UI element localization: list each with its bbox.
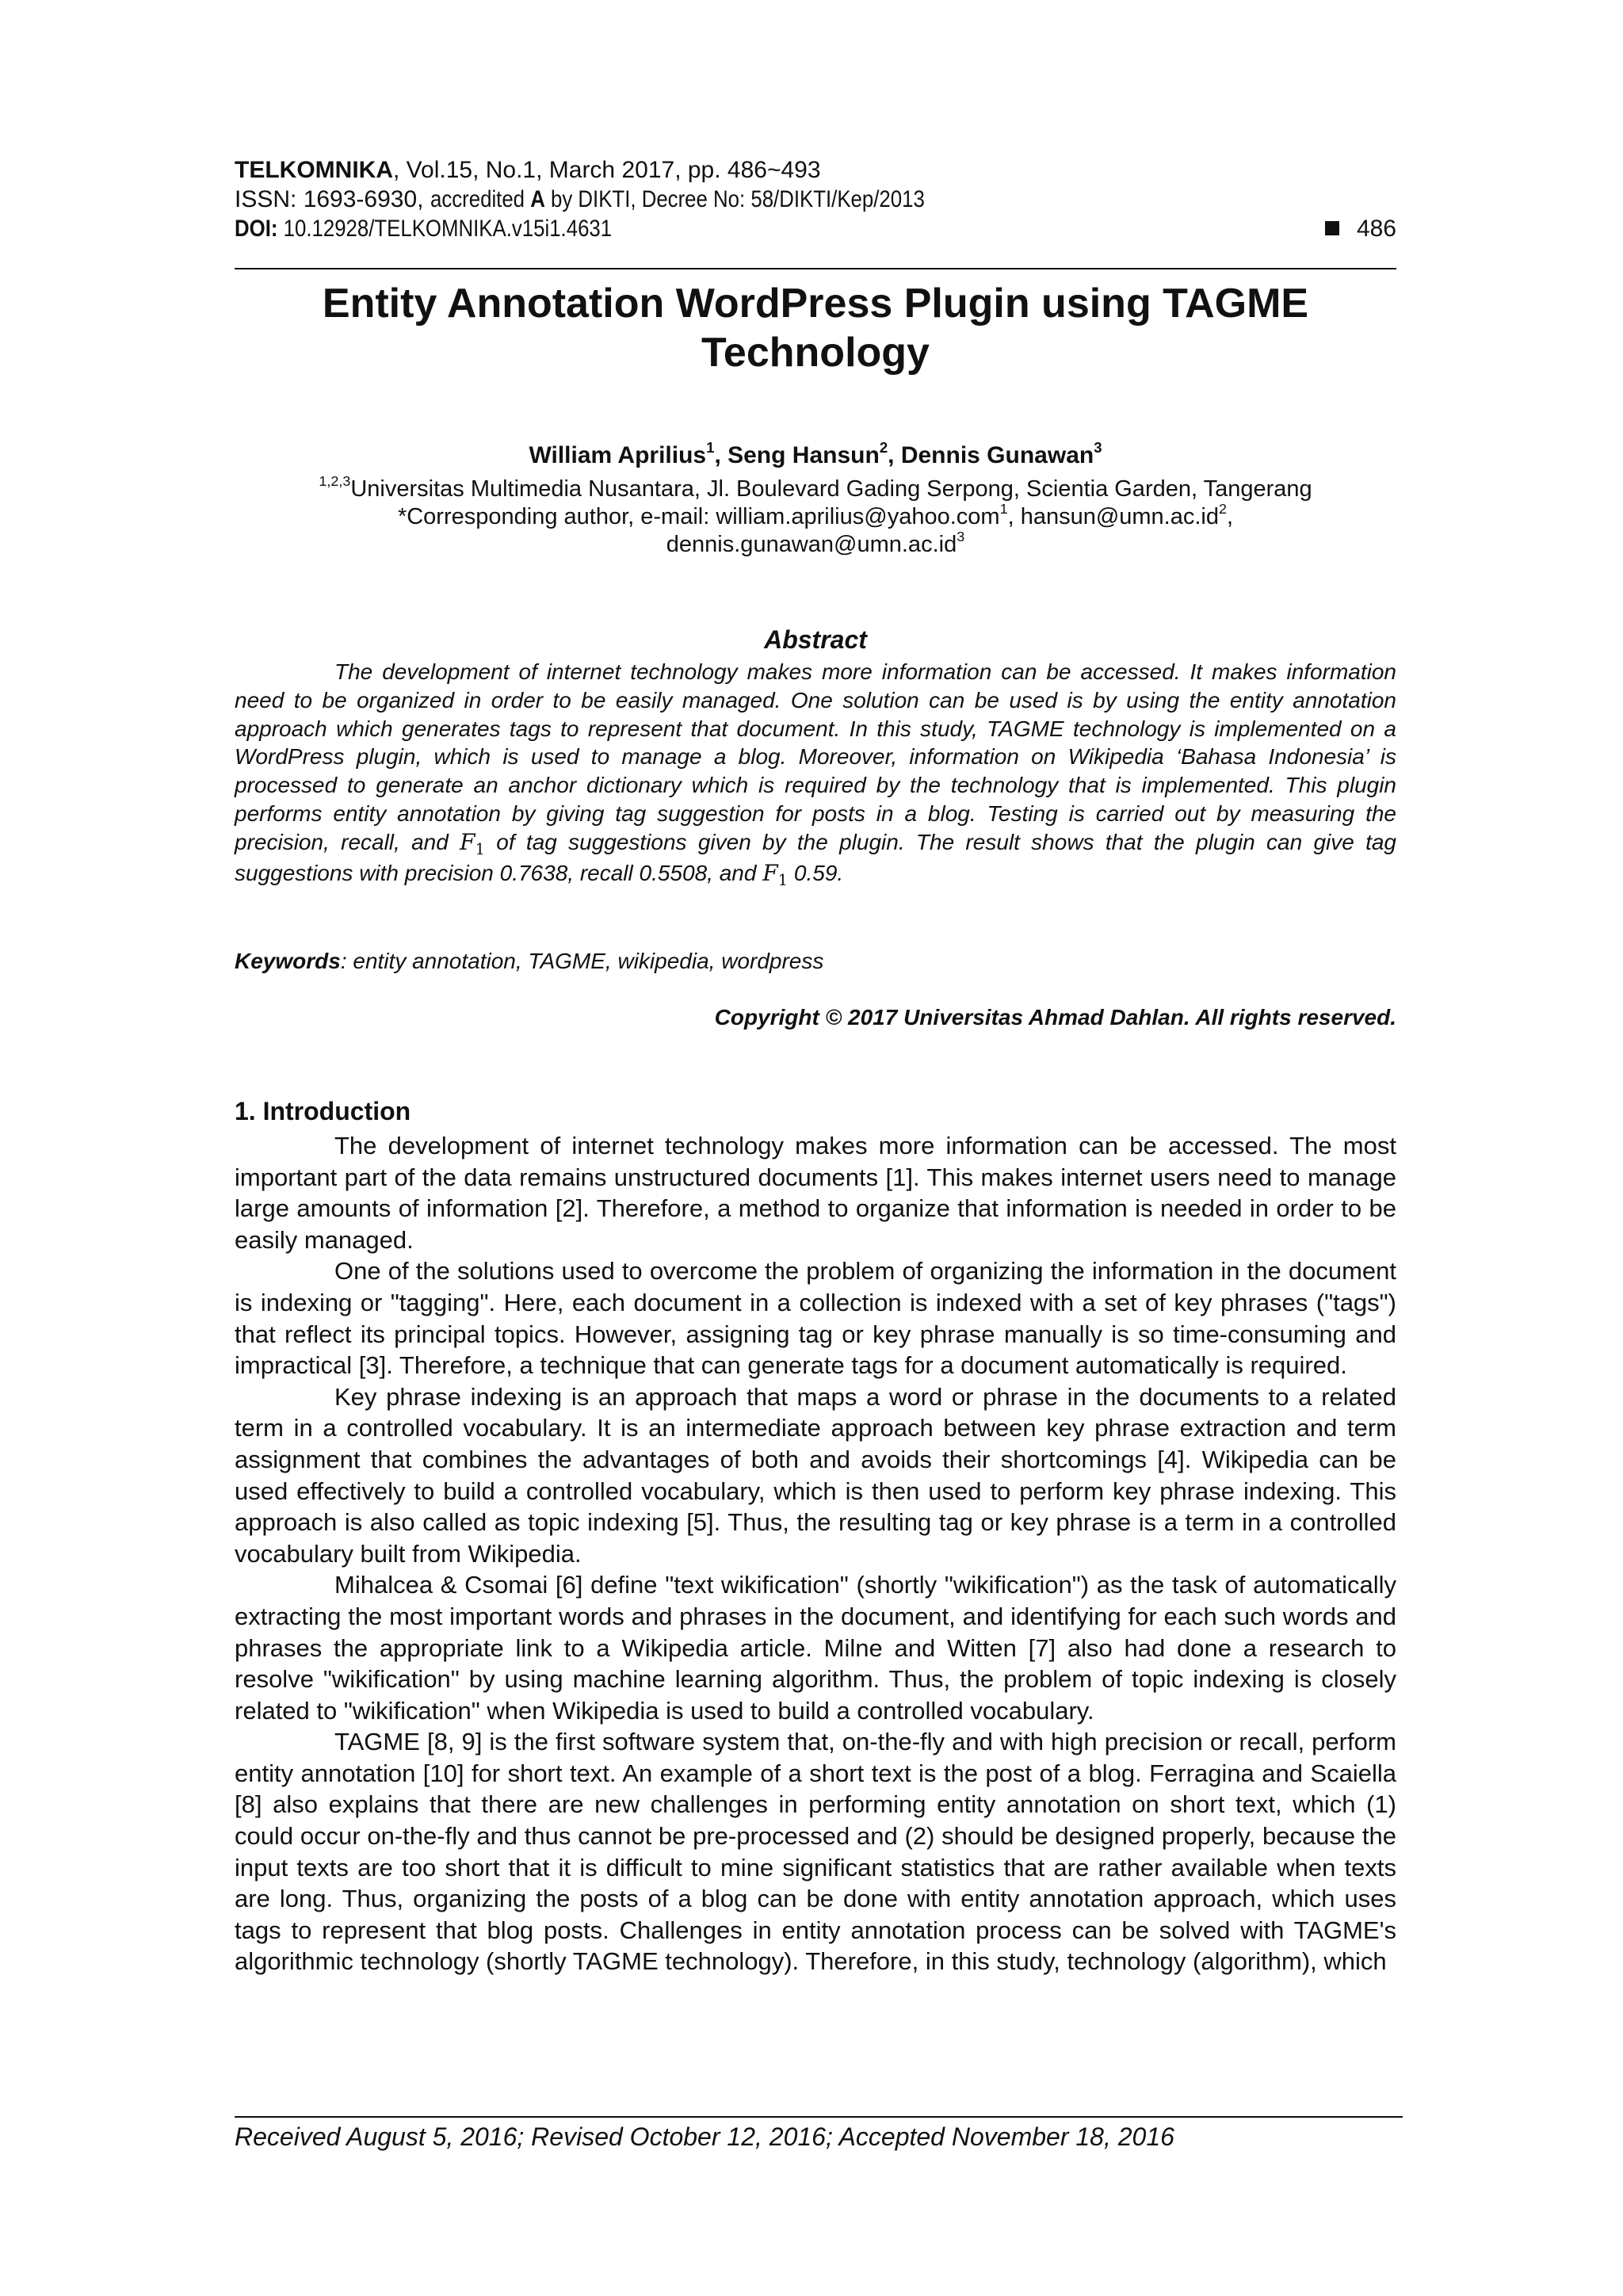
paper-title: Entity Annotation WordPress Plugin using TAGME Technology (322, 281, 1309, 376)
journal-citation-line (235, 155, 1396, 185)
keywords-line: Keywords: entity annotation, TAGME, wikipedia, wordpress (235, 949, 824, 973)
abstract-heading: Abstract (764, 625, 867, 654)
header-rule (235, 268, 1396, 269)
f1-symbol: $F_1$ (460, 828, 485, 858)
page-number: 486 (1325, 214, 1396, 243)
email-link[interactable]: william.aprilius@yahoo.com (716, 504, 1000, 529)
volume-info: , Vol.15, No.1, March 2017, pp. 486~493 (392, 157, 821, 183)
email-link[interactable]: hansun@umn.ac.id (1020, 504, 1219, 529)
author-name: Dennis Gunawan (900, 442, 1094, 468)
doi-line (235, 214, 1396, 243)
footer-rule (235, 2116, 1403, 2118)
body-paragraph: Mihalcea & Csomai [6] define "text wikification" (shortly "wikification") as the task of automatically extracting the most important words and phrases in the document, and identifying for each such words and phrases the appropriate link to a Wikipedia article. Milne and Witten [7] also had done a research to resolve "wikification" by using machine learning algorithm. Thus, the problem of topic indexing is closely related to "wikification" when Wikipedia is used to build a controlled vocabulary. (235, 1571, 1396, 1725)
copyright-notice: Copyright © 2017 Universitas Ahmad Dahlan. All rights reserved. (714, 1005, 1396, 1030)
section-heading-introduction: 1. Introduction (235, 1097, 411, 1125)
doi-label: DOI: (235, 216, 278, 242)
body-paragraph: TAGME [8, 9] is the first software system that, on-the-fly and with high precision or recall, perform entity annotation [10] for short text. An example of a short text is the post of a blog. Ferragina and Scaiella [8] also explains that there are new challenges in performing entity annotation on short text, which (1) could occur on-the-fly and thus cannot be pre-processed and (2) should be designed properly, because the input texts are too short that it is difficult to mine significant statistics that are rather available when texts are long. Thus, organizing the posts of a blog can be done with entity annotation approach, which uses tags to represent that blog posts. Challenges in entity annotation process can be solved with TAGME's algorithmic technology (shortly TAGME technology). Therefore, in this study, technology (algorithm), which (235, 1728, 1396, 1976)
journal-masthead (235, 155, 1396, 243)
author-name: William Aprilius (529, 442, 707, 468)
author-list: William Aprilius$^1$, Seng Hansun$^2$, Dennis Gunawan$^3$ (529, 439, 1102, 468)
issn: ISSN: 1693-6930, (235, 186, 430, 212)
corresponding-line: *Corresponding author, e-mail: william.aprilius@yahoo.com$^1$, $hansun@umn.ac.id^2$, (397, 501, 1234, 529)
body-paragraph: The development of internet technology makes more information can be accessed. The most important part of the data remains unstructured documents [1]. This makes internet users need to manage large amounts of information [2]. Therefore, a method to organize that information is needed in order to be easily managed. (235, 1132, 1396, 1254)
doi-value: 10.12928/TELKOMNIKA.v15i1.4631 (277, 216, 613, 242)
abstract-text: The development of internet technology makes more information can be accessed. It makes information need to be organized in order to be easily managed. One solution can be used is by using the entity annotation approach which generates tags to represent that document. In this study, TAGME technology is implemented on a WordPress plugin, which is used to manage a blog. Moreover, information on Wikipedia ‘Bahasa Indonesia’ is processed to generate an anchor dictionary which is required by the technology that is implemented. This plugin performs entity annotation by giving tag suggestion for posts in a blog. Testing is carried out by measuring the precision, recall, and $F_1$ of tag suggestions given by the plugin. The result shows that the plugin can give tag suggestions with precision 0.7638, recall 0.5508, and $F_1$ 0.59. (235, 659, 1397, 889)
introduction-body (235, 1130, 1396, 1977)
affiliation-line: $^{1,2,3}$Universitas Multimedia Nusantara, Jl. Boulevard Gading Serpong, Scientia Garden, Tangerang (319, 473, 1312, 502)
received-dates: Received August 5, 2016; Revised October 12, 2016; Accepted November 18, 2016 (235, 2122, 1174, 2151)
accreditation-info: accredited A by DIKTI, Decree No: 58/DIKTI/Kep/2013 (430, 186, 925, 212)
corresponding-line-2: $dennis.gunawan@umn.ac.id^3$ (666, 529, 965, 557)
square-bullet-icon (1325, 221, 1339, 235)
issn-line (235, 185, 1396, 214)
body-paragraph: Key phrase indexing is an approach that maps a word or phrase in the documents to a related term in a controlled vocabulary. It is an intermediate approach between key phrase extraction and term assignment that combines the advantages of both and avoids their shortcomings [4]. Wikipedia can be used effectively to build a controlled vocabulary, which is then used to perform key phrase indexing. This approach is also called as topic indexing [5]. Thus, the resulting tag or key phrase is a term in a controlled vocabulary built from Wikipedia. (235, 1382, 1396, 1568)
body-paragraph: One of the solutions used to overcome the problem of organizing the information in the document is indexing or "tagging". Here, each document in a collection is indexed with a set of key phrases ("tags") that reflect its principal topics. However, assigning tag or key phrase manually is so time-consuming and impractical [3]. Therefore, a technique that can generate tags for a document automatically is required. (235, 1257, 1396, 1380)
affiliation-block (235, 473, 1396, 559)
keywords-label: Keywords (235, 949, 341, 973)
f1-symbol: $F_1$ (762, 859, 789, 889)
keywords-text: entity annotation, TAGME, wikipedia, wordpress (346, 949, 824, 973)
author-name: Seng Hansun (727, 442, 880, 468)
email-link[interactable]: dennis.gunawan@umn.ac.id (666, 532, 957, 557)
journal-name: TELKOMNIKA (235, 157, 393, 183)
